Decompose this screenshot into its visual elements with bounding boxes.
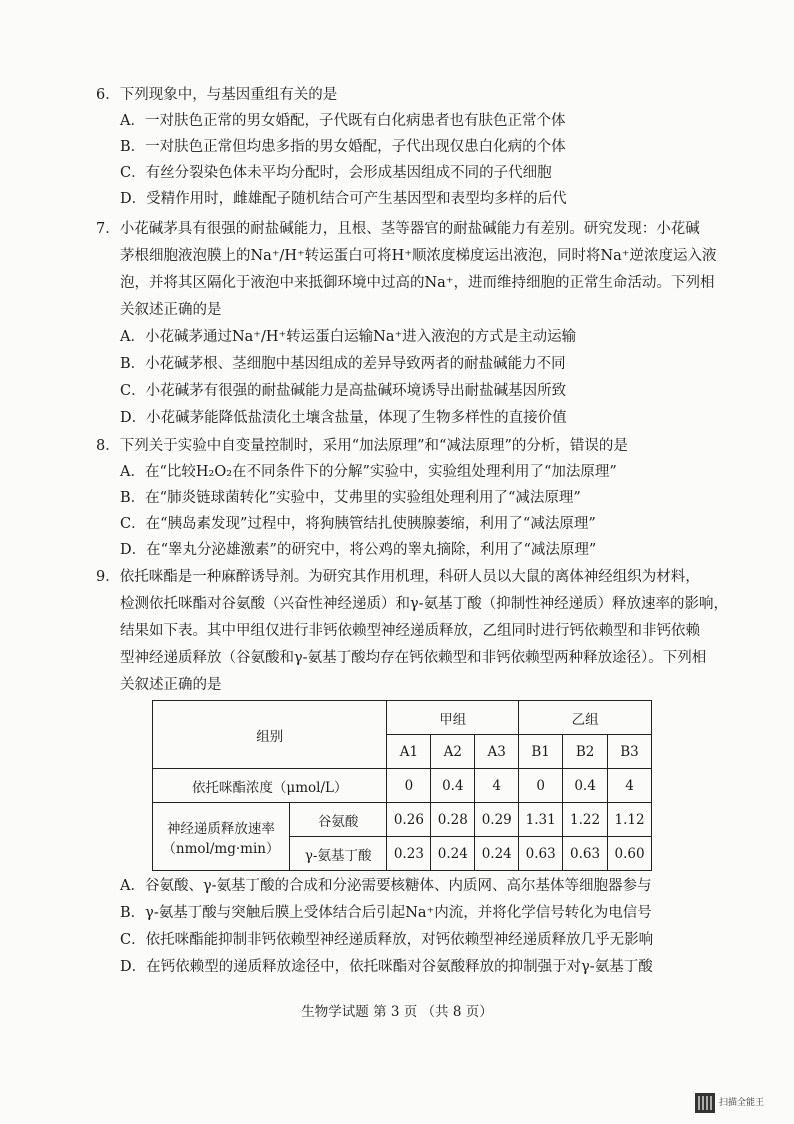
q8-option-d: D．在“睾丸分泌雄激素”的研究中，将公鸡的睾丸摘除，利用了“减法原理”	[120, 542, 597, 558]
subgroup-cell: B1	[519, 735, 563, 769]
table-row	[153, 769, 652, 803]
subgroup-cell: B2	[563, 735, 608, 769]
conc-value-cell: 0	[519, 769, 563, 803]
q6-option-c: C．有丝分裂染色体未平均分配时，会形成基因组成不同的子代细胞	[120, 165, 552, 181]
group-label-cell: 组别	[153, 701, 387, 769]
glu-label-cell: 谷氨酸	[289, 803, 387, 837]
glu-value-cell: 0.28	[431, 803, 475, 837]
conc-value-cell: 4	[608, 769, 652, 803]
scanner-watermark	[695, 1093, 787, 1113]
q9-option-a: A．谷氨酸、γ-氨基丁酸的合成和分泌需要核糖体、内质网、高尔基体等细胞器参与	[120, 878, 652, 894]
q7-stem-line4: 关叙述正确的是	[120, 302, 222, 318]
subgroup-cell: B3	[608, 735, 652, 769]
q7-stem-line2: 茅根细胞液泡膜上的Na⁺/H⁺转运蛋白可将H⁺顺浓度梯度运出液泡，同时将Na⁺逆浓度运入液	[120, 248, 717, 264]
subgroup-cell: A3	[475, 735, 519, 769]
q6-option-b: B．一对肤色正常但均患多指的男女婚配，子代出现仅患白化病的个体	[120, 139, 566, 155]
jia-group-cell: 甲组	[387, 701, 519, 735]
page-footer: 生物学试题 第 3 页 （共 8 页）	[301, 1004, 493, 1020]
gaba-value-cell: 0.60	[608, 837, 652, 871]
q7-option-c: C．小花碱茅有很强的耐盐碱能力是高盐碱环境诱导出耐盐碱基因所致	[120, 383, 567, 399]
glu-value-cell: 0.26	[387, 803, 431, 837]
q7-option-a: A．小花碱茅通过Na⁺/H⁺转运蛋白运输Na⁺进入液泡的方式是主动运输	[120, 329, 577, 345]
table-header-row	[153, 701, 652, 735]
gaba-value-cell: 0.63	[563, 837, 608, 871]
gaba-value-cell: 0.24	[431, 837, 475, 871]
rate-label-line1: 神经递质释放速率	[166, 820, 275, 837]
watermark-text: 扫描全能王	[719, 1098, 765, 1108]
glu-value-cell: 1.12	[608, 803, 652, 837]
yi-group-cell: 乙组	[519, 701, 652, 735]
q9-stem-line5: 关叙述正确的是	[120, 677, 222, 693]
gaba-value-cell: 0.24	[475, 837, 519, 871]
q8-option-b: B．在“肺炎链球菌转化”实验中，艾弗里的实验组处理利用了“减法原理”	[120, 490, 581, 506]
q9-stem-line2: 检测依托咪酯对谷氨酸（兴奋性神经递质）和γ-氨基丁酸（抑制性神经递质）释放速率的影响，	[120, 596, 729, 612]
gaba-value-cell: 0.63	[519, 837, 563, 871]
rate-label-line2: （nmol/mg·min）	[162, 840, 280, 857]
conc-value-cell: 0.4	[563, 769, 608, 803]
q9-stem-line4: 型神经递质释放（谷氨酸和γ-氨基丁酸均存在钙依赖型和非钙依赖型两种释放途径）。下列相	[120, 650, 707, 666]
conc-value-cell: 0	[387, 769, 431, 803]
q7-stem-line3: 泡，并将其区隔化于液泡中来抵御环境中过高的Na⁺，进而维持细胞的正常生命活动。下列相	[120, 275, 715, 291]
conc-value-cell: 0.4	[431, 769, 475, 803]
results-table	[152, 700, 652, 871]
q9-option-b: B．γ-氨基丁酸与突触后膜上受体结合后引起Na⁺内流，并将化学信号转化为电信号	[120, 905, 652, 921]
gaba-label-cell: γ-氨基丁酸	[289, 837, 387, 871]
table-row	[153, 803, 652, 837]
glu-value-cell: 0.29	[475, 803, 519, 837]
q6-stem: 6．下列现象中，与基因重组有关的是	[96, 87, 338, 103]
subgroup-cell: A2	[431, 735, 475, 769]
conc-label-cell: 依托咪酯浓度（μmol/L）	[153, 769, 387, 803]
q9-option-d: D．在钙依赖型的递质释放途径中，依托咪酯对谷氨酸释放的抑制强于对γ-氨基丁酸	[120, 959, 653, 975]
conc-value-cell: 4	[475, 769, 519, 803]
q9-stem-line3: 结果如下表。其中甲组仅进行非钙依赖型神经递质释放，乙组同时进行钙依赖型和非钙依赖	[120, 623, 700, 639]
glu-value-cell: 1.22	[563, 803, 608, 837]
q6-option-d: D．受精作用时，雌雄配子随机结合可产生基因型和表型均多样的后代	[120, 191, 567, 207]
gaba-value-cell: 0.23	[387, 837, 431, 871]
q8-option-c: C．在“胰岛素发现”过程中，将狗胰管结扎使胰腺萎缩，利用了“减法原理”	[120, 516, 596, 532]
q7-option-d: D．小花碱茅能降低盐渍化土壤含盐量，体现了生物多样性的直接价值	[120, 410, 567, 426]
qr-code-icon	[695, 1093, 715, 1113]
q7-option-b: B．小花碱茅根、茎细胞中基因组成的差异导致两者的耐盐碱能力不同	[120, 356, 566, 372]
q8-stem: 8．下列关于实验中自变量控制时，采用“加法原理”和“减法原理”的分析，错误的是	[96, 438, 628, 454]
q6-option-a: A．一对肤色正常的男女婚配，子代既有白化病患者也有肤色正常个体	[120, 113, 566, 129]
q7-stem-line1: 7．小花碱茅具有很强的耐盐碱能力，且根、茎等器官的耐盐碱能力有差别。研究发现：小花碱	[96, 221, 700, 237]
q9-stem-line1: 9．依托咪酯是一种麻醉诱导剂。为研究其作用机理，科研人员以大鼠的离体神经组织为材料，	[96, 569, 700, 585]
rate-label-cell	[153, 803, 290, 871]
glu-value-cell: 1.31	[519, 803, 563, 837]
subgroup-cell: A1	[387, 735, 431, 769]
q8-option-a: A．在“比较H₂O₂在不同条件下的分解”实验中，实验组处理利用了“加法原理”	[120, 464, 617, 480]
q9-option-c: C．依托咪酯能抑制非钙依赖型神经递质释放，对钙依赖型神经递质释放几乎无影响	[120, 932, 654, 948]
